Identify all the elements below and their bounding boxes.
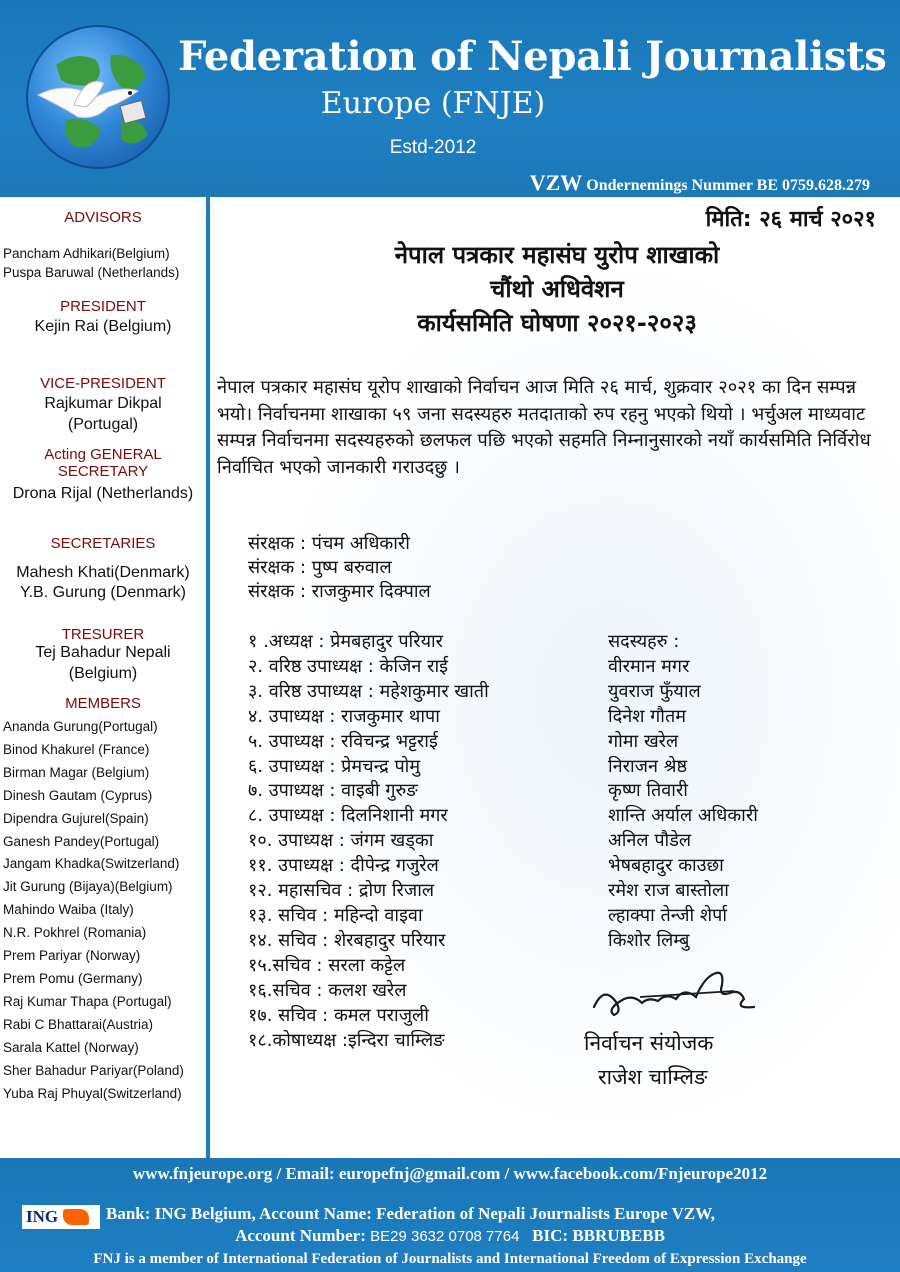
signatory-name: राजेश चाम्लिङ [598, 1065, 708, 1089]
member-name: Prem Pariyar (Norway) [3, 948, 141, 964]
committee-member: शान्ति अर्याल अधिकारी [608, 805, 758, 827]
officer-entry: २. वरिष्ठ उपाध्यक्ष : केजिन राई [248, 655, 448, 677]
member-name: Mahindo Waiba (Italy) [3, 902, 134, 918]
officer-entry: १३. सचिव : महिन्दो वाइवा [248, 904, 423, 926]
company-number-text: Ondernemings Nummer BE 0759.628.279 [586, 177, 870, 194]
organization-subtitle: Europe (FNJE) [320, 86, 546, 121]
member-name: Sarala Kattel (Norway) [3, 1039, 139, 1055]
committee-member: युवराज फुँयाल [608, 680, 701, 702]
letterhead-footer [0, 1158, 900, 1272]
officer-entry: १४. सचिव : शेरबहादुर परियार [248, 929, 446, 951]
officer-entry: १५.सचिव : सरला कट्टेल [248, 954, 406, 976]
officer-entry: ५. उपाध्यक्ष : रविचन्द्र भट्टराई [248, 730, 438, 752]
membership-note: FNJ is a member of International Federation of Journalists and International Freedom of Expression Exchange [93, 1251, 807, 1267]
member-name: Jangam Khadka(Switzerland) [3, 856, 180, 872]
member-name: Dinesh Gautam (Cyprus) [3, 787, 153, 803]
member-name: Sher Bahadur Pariyar(Poland) [3, 1062, 184, 1078]
bic-label: BIC: [532, 1226, 569, 1245]
committee-member: किशोर लिम्बु [608, 929, 690, 951]
committee-member: अनिल पौडेल [608, 830, 692, 852]
committee-member: दिनेश गौतम [608, 705, 686, 727]
officer-entry: १६.सचिव : कलश खरेल [248, 979, 407, 1001]
letterhead-header [0, 0, 900, 197]
secretaries-heading: SECRETARIES [50, 535, 156, 552]
intro-paragraph: नेपाल पत्रकार महासंघ यूरोप शाखाको निर्वाचन आज मिति २६ मार्च, शुक्रवार २०२१ का दिन सम्पन्न भयो। निर्वाचनमा शाखाका ५९ जना सदस्यहरु मतदाताको रुप रहनु भएको थियो । भर्चुअल माध्यवाट सम्पन्न निर्वाचनमा सदस्यहरुको छलफल पछि भएको सहमति निम्नानुसारको नयाँ कार्यसमिति निर्विरोध निर्वाचित भएको जानकारी गराउदछु । [217, 377, 871, 478]
member-name: Ganesh Pandey(Portugal) [3, 833, 160, 849]
patron-entry: संरक्षक : राजकुमार दिक्पाल [248, 581, 431, 602]
announcement-body [214, 197, 900, 1158]
fnje-globe-dove-logo [26, 25, 170, 169]
vice-president-name: Rajkumar Dikpal [44, 395, 162, 412]
heading-line: नेपाल पत्रकार महासंघ युरोप शाखाको [394, 241, 720, 269]
member-name: Jit Gurung (Bijaya)(Belgium) [3, 879, 173, 895]
account-label: Account Number: [235, 1226, 366, 1245]
document-date: मिति: २६ मार्च २०२१ [705, 207, 876, 232]
committee-member: गोमा खरेल [608, 730, 679, 752]
member-name: Birman Magar (Belgium) [3, 764, 150, 780]
signatory-title: निर्वाचन संयोजक [584, 1031, 714, 1055]
organization-title: Federation of Nepali Journalists [178, 33, 887, 80]
officer-entry: ४. उपाध्यक्ष : राजकुमार थापा [248, 705, 440, 727]
officer-entry: ८. उपाध्यक्ष : दिलनिशानी मगर [248, 805, 448, 827]
heading-line: चौंथो अधिवेशन [490, 275, 624, 303]
ing-logo-text: ING [26, 1207, 59, 1226]
treasurer-name: Tej Bahadur Nepali [35, 644, 171, 661]
company-number [530, 170, 870, 196]
officer-entry: १२. महासचिव : द्रोण रिजाल [248, 880, 435, 902]
member-name: Dipendra Gujurel(Spain) [3, 810, 149, 826]
president-name: Kejin Rai (Belgium) [34, 318, 172, 335]
member-name: Prem Pomu (Germany) [3, 970, 143, 986]
committee-members-list [608, 630, 758, 954]
patron-entry: संरक्षक : पंचम अधिकारी [248, 533, 410, 554]
acting-gs-name: Drona Rijal (Netherlands) [12, 485, 194, 502]
officer-entry: १७. सचिव : कमल पराजुली [248, 1004, 429, 1026]
advisor-name: Pancham Adhikari(Belgium) [3, 246, 170, 261]
secretary-name: Mahesh Khati(Denmark) [16, 564, 190, 581]
vice-president-country: (Portugal) [67, 416, 139, 433]
committee-member: वीरमान मगर [608, 655, 690, 677]
advisors-heading: ADVISORS [64, 209, 142, 226]
committee-sidebar [0, 197, 210, 1158]
member-name: Raj Kumar Thapa (Portugal) [3, 993, 172, 1009]
treasurer-country: (Belgium) [68, 665, 138, 682]
handwritten-signature [584, 957, 784, 1027]
officer-entry: १ .अध्यक्ष : प्रेमबहादुर परियार [248, 631, 444, 652]
acting-gs-heading-2: SECRETARY [57, 463, 149, 480]
officer-entry: ६. उपाध्यक्ष : प्रेमचन्द्र पोमु [248, 755, 421, 777]
contact-links: www.fnjeurope.org / Email: europefnj@gmail.com / www.facebook.com/Fnjeurope2012 [132, 1164, 768, 1183]
president-heading: PRESIDENT [60, 298, 146, 315]
vice-president-heading: VICE-PRESIDENT [40, 375, 166, 392]
committee-member: भेषबहादुर काउछा [608, 855, 724, 877]
secretary-name: Y.B. Gurung (Denmark) [20, 584, 186, 601]
officer-entry: ११. उपाध्यक्ष : दीपेन्द्र गजुरेल [248, 855, 439, 877]
bank-details: Bank: ING Belgium, Account Name: Federation of Nepali Journalists Europe VZW, [106, 1204, 715, 1223]
officers-list [248, 630, 489, 1053]
announcement-heading [214, 238, 900, 340]
member-name: Ananda Gurung(Portugal) [3, 719, 158, 734]
established-year: Estd-2012 [389, 137, 477, 158]
bic-code: BBRUBEBB [572, 1226, 665, 1245]
committee-member: रमेश राज बास्तोला [608, 880, 729, 902]
advisor-name: Puspa Baruwal (Netherlands) [3, 265, 180, 280]
member-name: Rabi C Bhattarai(Austria) [3, 1016, 154, 1032]
members-heading: MEMBERS [65, 695, 141, 712]
account-details [0, 1226, 900, 1246]
committee-member: कृष्ण तिवारी [608, 780, 688, 802]
member-name: Binod Khakurel (France) [3, 741, 150, 757]
members-heading-np: सदस्यहरु : [608, 631, 680, 652]
officer-entry: ७. उपाध्यक्ष : वाइबी गुरुङ [248, 780, 418, 802]
officer-entry: १८.कोषाध्यक्ष :इन्दिरा चाम्लिङ [248, 1029, 445, 1051]
account-number: BE29 3632 0708 7764 [370, 1228, 520, 1245]
members-list [3, 716, 184, 1105]
member-name: Yuba Raj Phuyal(Switzerland) [3, 1085, 182, 1101]
member-name: N.R. Pokhrel (Romania) [3, 925, 147, 941]
vzw-prefix: VZW [529, 170, 583, 195]
acting-gs-heading-1: Acting GENERAL [44, 446, 162, 463]
globe-dove-icon [26, 25, 170, 169]
ing-lion-icon [63, 1209, 89, 1225]
patron-entry: संरक्षक : पुष्प बरुवाल [248, 557, 392, 578]
officer-entry: १०. उपाध्यक्ष : जंगम खड्का [248, 830, 434, 852]
committee-member: निराजन श्रेष्ठ [608, 755, 688, 777]
committee-member: ल्हाक्पा तेन्जी शेर्पा [608, 904, 727, 926]
heading-line: कार्यसमिति घोषणा २०२१-२०२३ [417, 309, 697, 337]
patrons-list [248, 532, 431, 604]
treasurer-heading: TRESURER [61, 626, 145, 643]
officer-entry: ३. वरिष्ठ उपाध्यक्ष : महेशकुमार खाती [248, 680, 489, 702]
